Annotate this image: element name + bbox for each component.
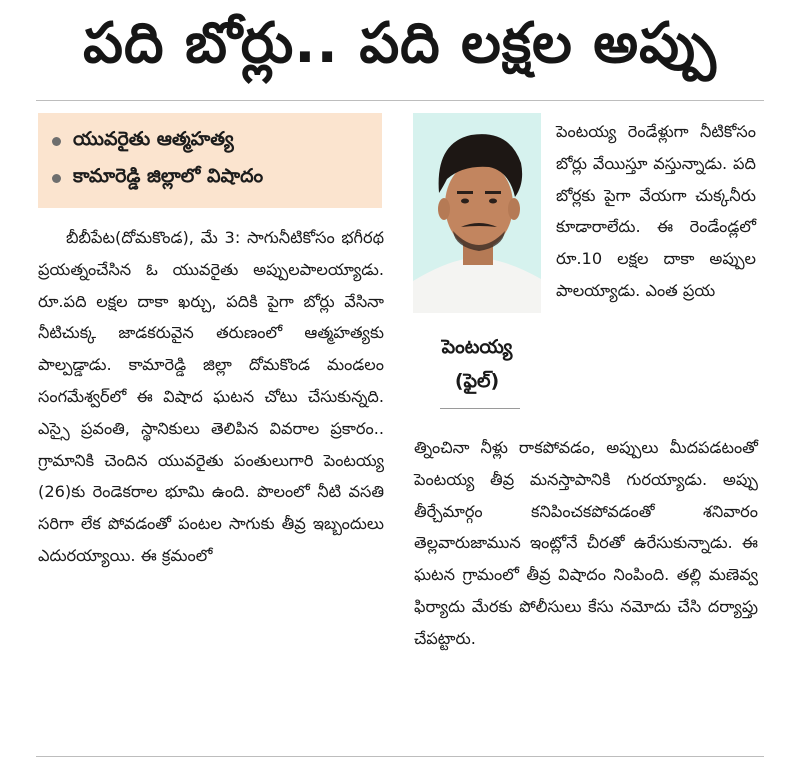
bullet-icon bbox=[52, 137, 61, 146]
body-column-right-top: పెంటయ్య రెండేళ్లుగా నీటికోసం బోర్లు వేయిస్తూ వస్తున్నాడు. పది బోర్లకు పైగా వేయగా చుక్కనీరు కూడారాలేదు. ఈ రెండేండ్లలో రూ.10 లక్షల దాకా అప్పుల పాలయ్యాడు. ఎంత ప్రయ bbox=[556, 122, 756, 300]
photo-caption bbox=[407, 330, 547, 398]
highlight-item bbox=[52, 160, 368, 197]
caption-name: పెంటయ్య bbox=[441, 336, 513, 358]
portrait-photo bbox=[413, 113, 541, 313]
highlights-box bbox=[38, 113, 382, 208]
top-divider bbox=[36, 100, 764, 101]
body-column-right-bottom: త్నించినా నీళ్లు రాకపోవడం, అప్పులు మీదపడటంతో పెంటయ్య తీవ్ర మనస్తాపానికి గురయ్యాడు. అప్పు తీర్చేమార్గం కనిపించకపోవడంతో శనివారం తెల్లవారుజామున ఇంట్లోనే చీరతో ఉరేసుకున్నాడు. ఈ ఘటన గ్రామంలో తీవ్ర విషాదం నింపింది. తల్లి మణెవ్వ ఫిర్యాదు మేరకు పోలీసులు కేసు నమోదు చేసి దర్యాప్తు చేపట్టారు. bbox=[414, 438, 758, 648]
highlight-item bbox=[52, 123, 368, 160]
caption-note: (ఫైల్) bbox=[454, 370, 500, 392]
highlight-text: యువరైతు ఆత్మహత్య bbox=[73, 128, 234, 150]
headline: పది బోర్లు.. పది లక్షల అప్పు bbox=[83, 10, 717, 76]
caption-divider bbox=[440, 408, 520, 409]
portrait-illustration bbox=[413, 113, 541, 313]
body-column-left: బీబీపేట(దోమకొండ), మే 3: సాగునీటికోసం భగీరథ ప్రయత్నంచేసిన ఓ యువరైతు అప్పులపాలయ్యాడు. రూ.పది లక్షల దాకా ఖర్చు, పదికి పైగా బోర్లు వేసినా నీటిచుక్క జాడకరువైన తరుణంలో ఆత్మహత్యకు పాల్పడ్డాడు. కామారెడ్డి జిల్లా దోమకొండ మండలం సంగమేశ్వర్‌లో ఈ విషాద ఘటన చోటు చేసుకున్నది. ఎస్సై ప్రవంతి, స్థానికులు తెలిపిన వివరాల ప్రకారం.. గ్రామానికి చెందిన యువరైతు పంతులుగారి పెంటయ్య (26)కు రెండెకరాల భూమి ఉంది. పొలంలో నీటి వసతి సరిగా లేక పోవడంతో పంటల సాగుకు తీవ్ర ఇబ్బందులు ఎదురయ్యాయి. ఈ క్రమంలో bbox=[38, 228, 384, 565]
bullet-icon bbox=[52, 174, 61, 183]
highlight-text: కామారెడ్డి జిల్లాలో విషాదం bbox=[73, 165, 264, 187]
bottom-divider bbox=[36, 756, 764, 757]
